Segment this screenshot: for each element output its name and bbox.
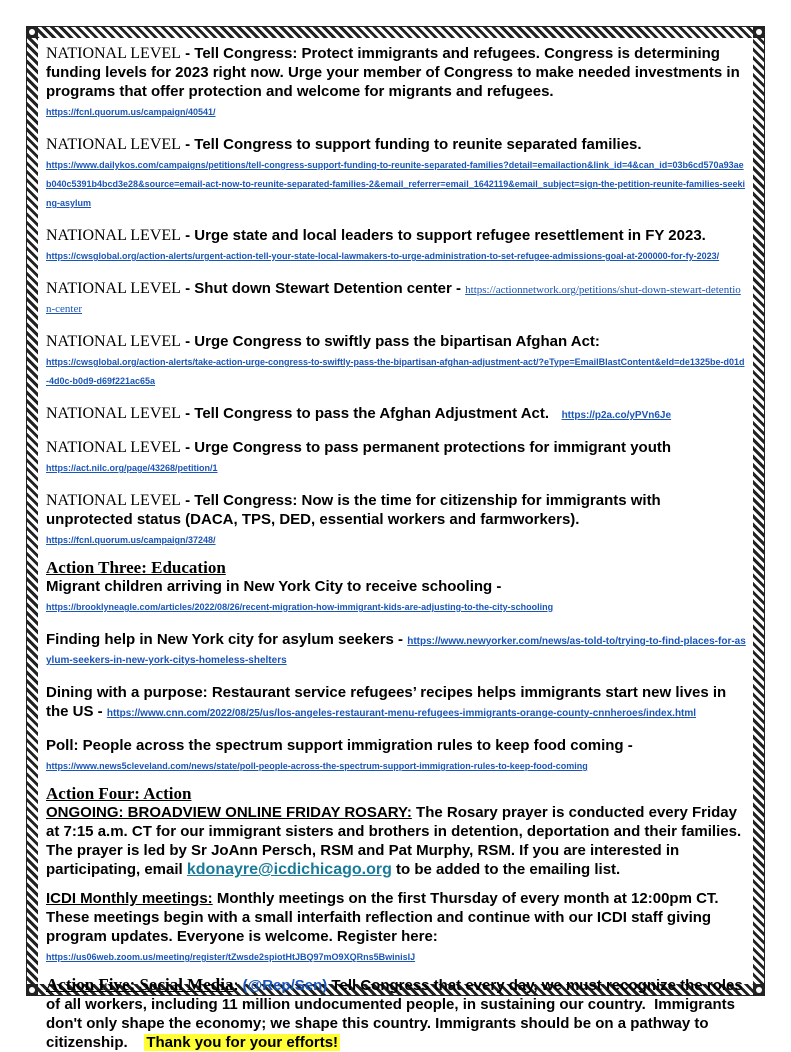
education-item [46, 577, 746, 615]
rep-sen-handle: (@Rep/Sen) [242, 977, 328, 994]
section-heading-education: Action Three: Education [46, 558, 226, 577]
item-text: Finding help in New York city for asylum seekers - [46, 631, 404, 648]
item-text: Dining with a purpose: Restaurant service refugees’ recipes helps immigrants start new lives in the US - [46, 684, 727, 720]
education-item [46, 683, 746, 721]
zoom-register-link[interactable]: https://us06web.zoom.us/meeting/register/tZwsde2spiotHtJBQ97mO9XQRns5BwinisIJ [46, 952, 416, 962]
social-text: Tell Congress that every day, we must recognize the roles of all workers, including 11 million undocumented people, in sustaining our country. Immigrants don't only shape the economy; we shape this country. Immigrants should be on a pathway to citizenship. [46, 977, 747, 1051]
item-text: Urge Congress to pass permanent protections for immigrant youth [194, 439, 672, 456]
national-item: NATIONAL LEVEL - Urge Congress to swiftly pass the bipartisan Afghan Act: https://cwsglobal.org/action-alerts/take-action-urge-congress-to-swiftly-pass-the-bipartisan-afghan-adjustment-act/?eType=EmailBlastContent&eId=de1325be-d01d-4d0c-b0d9-d69f221ac65a [46, 333, 745, 386]
item-link[interactable]: https://www.newyorker.com/news/as-told-to/trying-to-find-places-for-asylum-seekers-in-new-york-citys-homeless-shelters [46, 636, 746, 666]
level-label: NATIONAL LEVEL [46, 227, 181, 244]
level-label: NATIONAL LEVEL [46, 45, 181, 62]
national-item: NATIONAL LEVEL - Tell Congress: Protect immigrants and refugees. Congress is determining funding levels for 2023 right now. Urge your member of Congress to make needed investments in programs that offer protection and welcome for migrants and refugees. https://fcnl.quorum.us/campaign/40541/ [46, 45, 740, 117]
icdi-paragraph [46, 889, 746, 965]
item-link[interactable]: https://fcnl.quorum.us/campaign/40541/ [46, 107, 216, 117]
item-text: Poll: People across the spectrum support immigration rules to keep food coming - [46, 737, 633, 754]
thank-you-highlight: Thank you for your efforts! [146, 1034, 339, 1051]
item-link[interactable]: https://cwsglobal.org/action-alerts/take-action-urge-congress-to-swiftly-pass-the-bipartisan-afghan-adjustment-act/?eType=EmailBlastContent&eId=de1325be-d01d-4d0c-b0d9-d69f221ac65a [46, 357, 745, 386]
education-item [46, 736, 746, 774]
item-text: Tell Congress to pass the Afghan Adjustment Act. [194, 405, 550, 422]
level-label: NATIONAL LEVEL [46, 405, 181, 422]
section-heading-action: Action Four: Action [46, 784, 192, 803]
item-link[interactable]: https://brooklyneagle.com/articles/2022/08/26/recent-migration-how-immigrant-kids-are-adjusting-to-the-city-schooling [46, 602, 554, 612]
item-text: Migrant children arriving in New York City to receive schooling - [46, 578, 502, 595]
item-text: Shut down Stewart Detention center - [194, 280, 461, 297]
email-link[interactable]: kdonayre@icdichicago.org [186, 861, 392, 878]
item-link[interactable]: https://www.cnn.com/2022/08/25/us/los-angeles-restaurant-menu-refugees-immigrants-orange-county-cnnheroes/index.html [106, 708, 697, 719]
item-text: Urge state and local leaders to support refugee resettlement in FY 2023. [194, 227, 706, 244]
social-media-paragraph: Action Five: Social Media: (@Rep/Sen) Tell Congress that every day, we must recognize the roles of all workers, including 11 million undocumented people, in sustaining our country. Immigrants don't only shape the economy; we shape this country. Immigrants should be on a pathway to citizenship. Thank you for your efforts! [46, 975, 747, 1051]
item-text: Tell Congress: Protect immigrants and refugees. Congress is determining funding levels for 2023 right now. Urge your member of Congress to make needed investments in programs that offer protection and welcome for migrants and refugees. [46, 45, 740, 100]
item-link[interactable]: https://www.dailykos.com/campaigns/petitions/tell-congress-support-funding-to-reunite-separated-families?detail=emailaction&link_id=4&can_id=03b6cd570a93aeb040c5391b4bcd3e28&source=email-act-now-to-reunite-separated-families-2&email_referrer=email_1642119&email_subject=sign-the-petition-reunite-families-seeking-asylum [46, 160, 746, 208]
item-text: Tell Congress to support funding to reunite separated families. [194, 136, 642, 153]
item-text: Tell Congress: Now is the time for citizenship for immigrants with unprotected status (DACA, TPS, DED, essential workers and farmworkers). [46, 492, 661, 528]
section-heading-social: Action Five: Social Media [46, 975, 234, 994]
item-link[interactable]: https://p2a.co/yPVn6Je [561, 410, 672, 421]
rosary-paragraph: ONGOING: BROADVIEW ONLINE FRIDAY ROSARY: The Rosary prayer is conducted every Friday at 7:15 a.m. CT for our immigrant sisters and brothers in detention, deportation and their families. The prayer is led by Sr JoAnn Persch, RSM and Pat Murphy, RSM. If you are interested in participating, email kdonayre@icdichicago.org to be added to the emailing list. [46, 804, 742, 878]
national-item: NATIONAL LEVEL - Urge Congress to pass permanent protections for immigrant youth https://act.nilc.org/page/43268/petition/1 [46, 439, 672, 473]
level-label: NATIONAL LEVEL [46, 439, 181, 456]
national-item: NATIONAL LEVEL - Shut down Stewart Detention center - https://actionnetwork.org/petitions/shut-down-stewart-detention-center [46, 280, 741, 315]
item-link[interactable]: https://actionnetwork.org/petitions/shut-down-stewart-detention-center [46, 284, 741, 315]
border-corner-ornament [26, 26, 38, 38]
national-item: NATIONAL LEVEL - Urge state and local leaders to support refugee resettlement in FY 2023. https://cwsglobal.org/action-alerts/urgent-action-tell-your-state-local-lawmakers-to-urge-administration-to-set-refugee-admissions-goal-at-200000-for-fy-2023/ [46, 227, 720, 261]
level-label: NATIONAL LEVEL [46, 136, 181, 153]
level-label: NATIONAL LEVEL [46, 333, 181, 350]
item-text: Urge Congress to swiftly pass the bipartisan Afghan Act: [194, 333, 600, 350]
border-corner-ornament [26, 984, 38, 996]
rosary-text: The Rosary prayer is conducted every Friday at 7:15 a.m. CT for our immigrant sisters and brothers in detention, deportation and their families. The prayer is led by Sr JoAnn Persch, RSM and Pat Murphy, RSM. If you are interested in participating, email [46, 804, 742, 878]
education-item [46, 630, 746, 668]
national-item: NATIONAL LEVEL - Tell Congress: Now is the time for citizenship for immigrants with unprotected status (DACA, TPS, DED, essential workers and farmworkers). https://fcnl.quorum.us/campaign/37248/ [46, 492, 661, 545]
rosary-title: ONGOING: BROADVIEW ONLINE FRIDAY ROSARY: [46, 804, 412, 821]
item-link[interactable]: https://act.nilc.org/page/43268/petition/1 [46, 463, 218, 473]
item-link[interactable]: https://fcnl.quorum.us/campaign/37248/ [46, 535, 216, 545]
level-label: NATIONAL LEVEL [46, 492, 181, 509]
document-body [46, 44, 746, 1052]
item-link[interactable]: https://cwsglobal.org/action-alerts/urgent-action-tell-your-state-local-lawmakers-to-urge-administration-to-set-refugee-admissions-goal-at-200000-for-fy-2023/ [46, 251, 720, 261]
border-corner-ornament [753, 984, 765, 996]
level-label: NATIONAL LEVEL [46, 280, 181, 297]
national-item: NATIONAL LEVEL - Tell Congress to pass the Afghan Adjustment Act. https://p2a.co/yPVn6Je [46, 405, 672, 422]
border-corner-ornament [753, 26, 765, 38]
icdi-title: ICDI Monthly meetings: [46, 890, 213, 907]
icdi-text: Monthly meetings on the first Thursday of every month at 12:00pm CT. These meetings begin with a small interfaith reflection and continue with our ICDI staff giving program updates. Everyone is welcome. Register here: [46, 890, 719, 945]
item-link[interactable]: https://www.news5cleveland.com/news/state/poll-people-across-the-spectrum-support-immigration-rules-to-keep-food-coming [46, 761, 588, 771]
national-item: NATIONAL LEVEL - Tell Congress to support funding to reunite separated families. https://www.dailykos.com/campaigns/petitions/tell-congress-support-funding-to-reunite-separated-families?detail=emailaction&link_id=4&can_id=03b6cd570a93aeb040c5391b4bcd3e28&source=email-act-now-to-reunite-separated-families-2&email_referrer=email_1642119&email_subject=sign-the-petition-reunite-families-seeking-asylum [46, 136, 746, 208]
